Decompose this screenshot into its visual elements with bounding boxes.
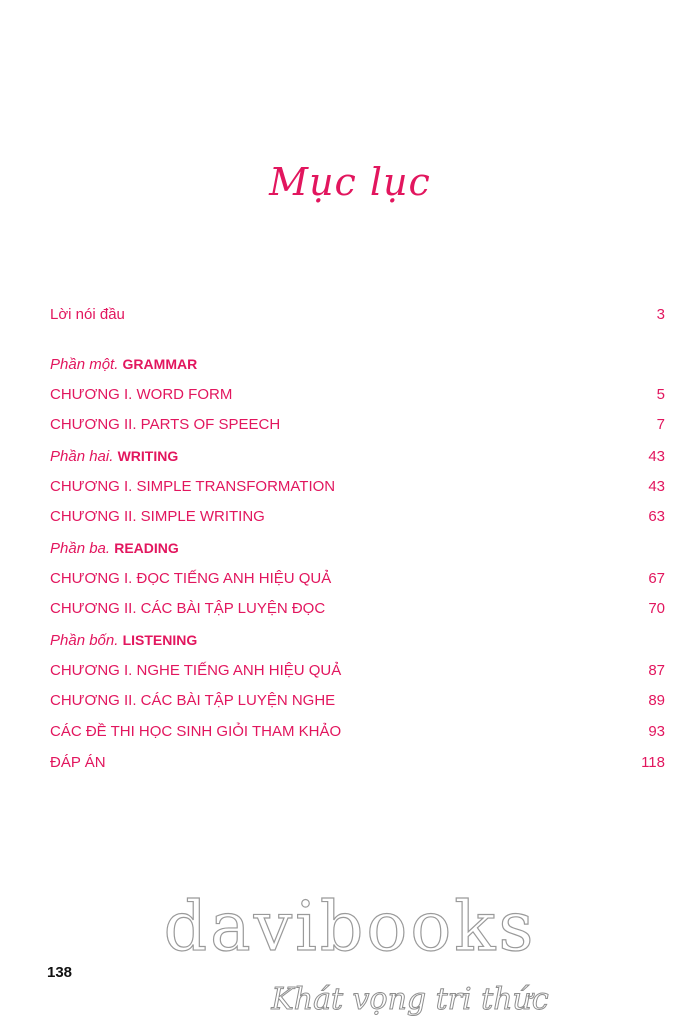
watermark-brand: davibooks (163, 888, 537, 967)
toc-page-number: 70 (648, 600, 665, 617)
page-number: 138 (47, 964, 73, 981)
toc-part-heading (50, 632, 197, 649)
toc-row (50, 570, 665, 592)
toc-row (50, 754, 665, 776)
toc-part-row (50, 448, 665, 470)
toc-row (50, 692, 665, 714)
toc-entry-label: CHƯƠNG II. CÁC BÀI TẬP LUYỆN NGHE (50, 692, 336, 709)
toc-part-row (50, 632, 665, 654)
toc-page-number: 67 (648, 570, 665, 587)
toc-part-heading (50, 356, 197, 373)
toc-entry-label: CHƯƠNG I. WORD FORM (50, 386, 233, 403)
toc-page-number: 43 (648, 448, 665, 465)
page-title: Mục lục (269, 160, 431, 204)
toc-page-number: 3 (656, 306, 665, 323)
toc-page-number: 93 (648, 723, 665, 740)
toc-row (50, 306, 665, 328)
toc-page-number: 43 (648, 478, 665, 495)
toc-entry-label: CHƯƠNG II. PARTS OF SPEECH (50, 416, 281, 433)
toc-entry-label: CHƯƠNG I. ĐỌC TIẾNG ANH HIỆU QUẢ (50, 570, 332, 587)
toc-page-number: 63 (648, 508, 665, 525)
toc-part-row (50, 356, 665, 378)
toc-part-name: GRAMMAR (122, 356, 198, 372)
toc-page-number: 7 (656, 416, 665, 433)
toc-row (50, 600, 665, 622)
toc-page-number: 89 (648, 692, 665, 709)
toc-entry-label: CÁC ĐỀ THI HỌC SINH GIỎI THAM KHẢO (50, 723, 342, 740)
toc-entry-label: CHƯƠNG II. CÁC BÀI TẬP LUYỆN ĐỌC (50, 600, 326, 617)
toc-row (50, 478, 665, 500)
toc-entry-label: CHƯƠNG I. NGHE TIẾNG ANH HIỆU QUẢ (50, 662, 342, 679)
toc-entry-label: CHƯƠNG II. SIMPLE WRITING (50, 508, 265, 525)
toc-part-prefix: Phần ba. (50, 540, 111, 557)
toc-row (50, 508, 665, 530)
watermark-tagline: Khát vọng tri thức (271, 982, 549, 1017)
toc-entry-label: ĐÁP ÁN (50, 754, 106, 771)
toc-entry-label: Lời nói đầu (50, 306, 125, 323)
toc-part-name: WRITING (117, 448, 179, 464)
toc-part-prefix: Phần một. (50, 356, 119, 373)
toc-part-name: LISTENING (122, 632, 198, 648)
toc-entry-label: CHƯƠNG I. SIMPLE TRANSFORMATION (50, 478, 336, 495)
toc-row (50, 662, 665, 684)
toc-page-number: 87 (648, 662, 665, 679)
toc-row (50, 416, 665, 438)
toc-part-prefix: Phần bốn. (50, 632, 119, 649)
toc-row (50, 386, 665, 408)
toc-part-prefix: Phần hai. (50, 448, 114, 465)
toc-part-heading (50, 540, 179, 557)
toc-page-number: 5 (656, 386, 665, 403)
toc-part-row (50, 540, 665, 562)
toc-page-number: 118 (641, 754, 665, 771)
toc-row (50, 723, 665, 745)
toc-part-name: READING (114, 540, 179, 556)
toc-part-heading (50, 448, 178, 465)
